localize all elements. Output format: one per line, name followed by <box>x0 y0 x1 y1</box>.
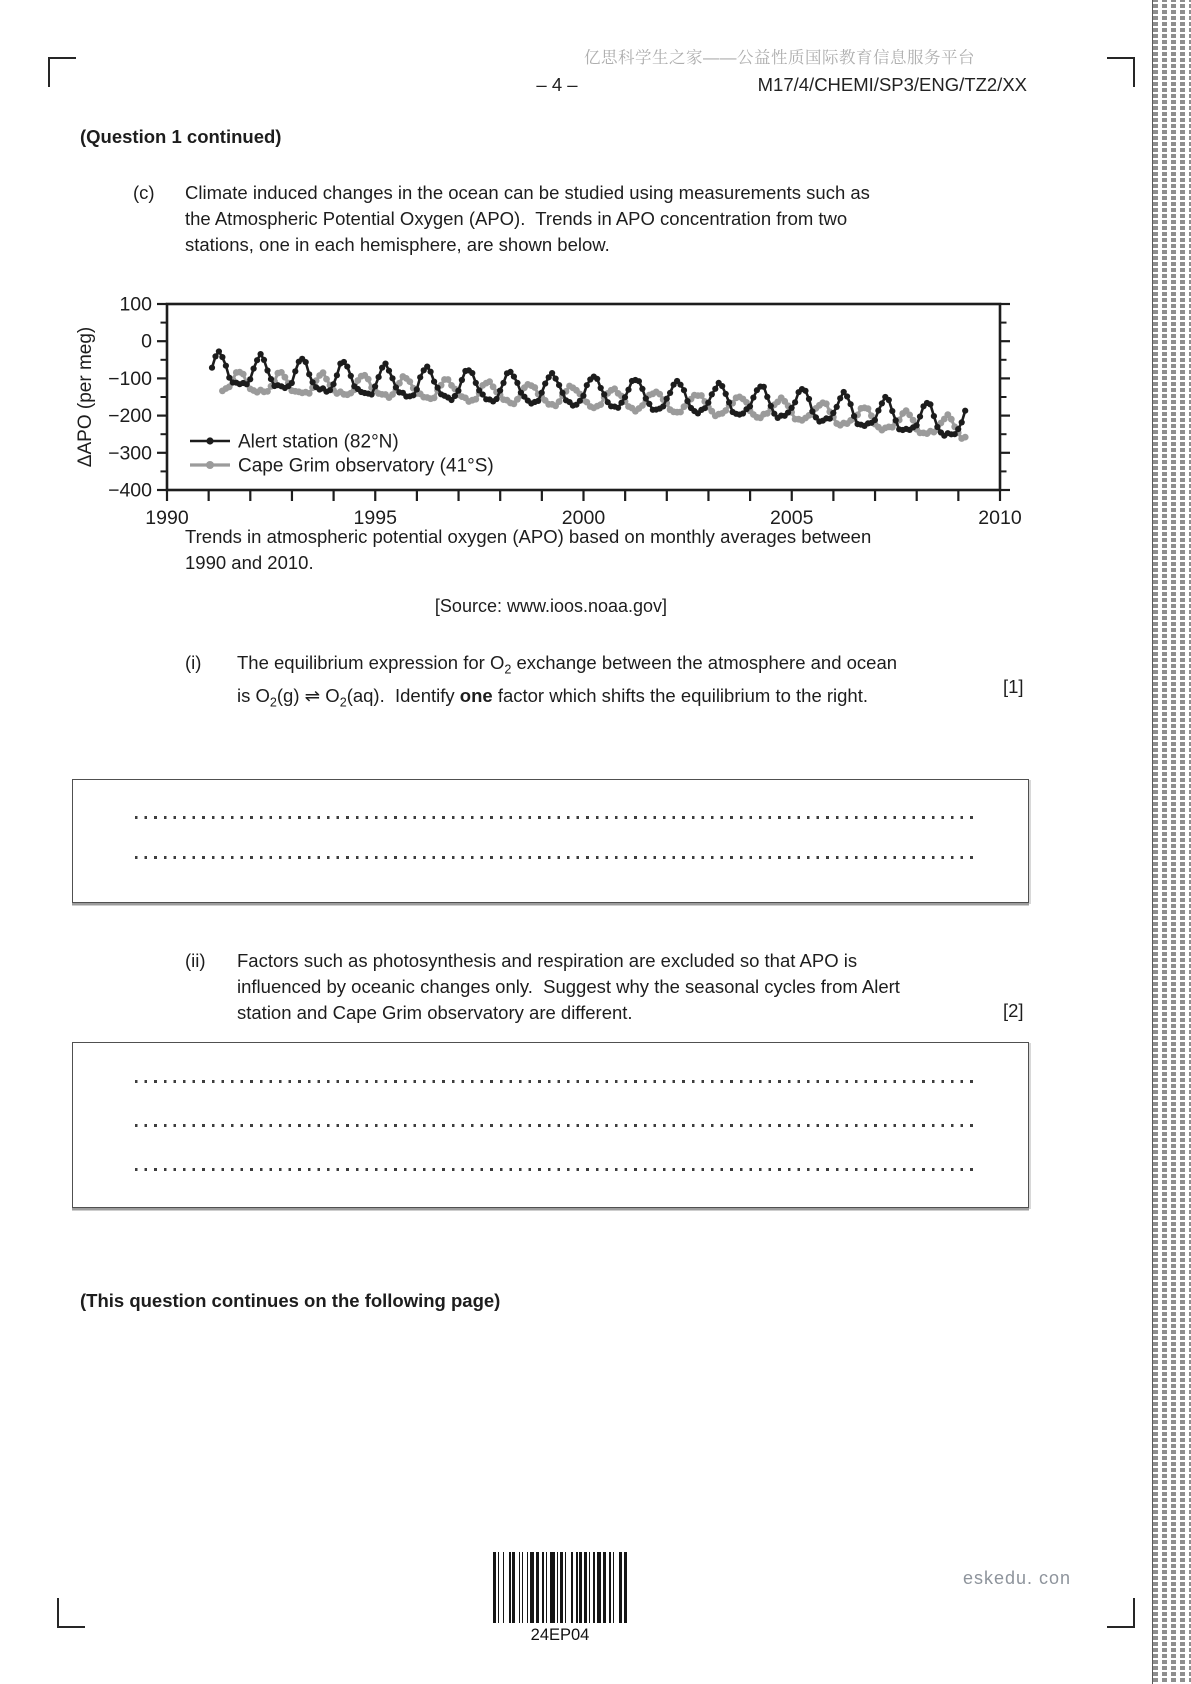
o2-subscript: 2 <box>269 696 277 711</box>
y-tick-label: −300 <box>108 442 152 465</box>
answer-line[interactable] <box>135 1168 975 1171</box>
crop-mark-bottom-left <box>57 1598 85 1628</box>
x-tick-label: 2010 <box>978 507 1022 529</box>
y-tick-label: −100 <box>108 367 152 390</box>
legend-label: Cape Grim observatory (41°S) <box>238 455 494 477</box>
bold-one: one <box>459 685 493 707</box>
part-c-text <box>185 180 1005 257</box>
barcode-bar <box>624 1552 627 1623</box>
part-ii-line-2: influenced by oceanic changes only. Suggest why the seasonal cycles from Alert <box>237 975 900 997</box>
source-line: [Source: www.ioos.noaa.gov] <box>434 596 668 616</box>
x-tick-label: 2005 <box>770 507 814 529</box>
series-alert <box>209 348 968 438</box>
part-c-line-1: Climate induced changes in the ocean can be studied using measurements such as <box>185 182 870 203</box>
crop-mark-top-left <box>48 57 76 87</box>
question-continued-heading: (Question 1 continued) <box>80 126 282 147</box>
answer-box-part-ii[interactable] <box>72 1042 1029 1208</box>
y-tick-label: −200 <box>108 405 152 428</box>
chart-caption-line-2: 1990 and 2010. <box>185 551 314 573</box>
part-i-text <box>237 650 1027 717</box>
part-ii-line-3: station and Cape Grim observatory are different. <box>237 1001 633 1023</box>
y-tick-label: 0 <box>141 330 152 353</box>
answer-box-part-i[interactable] <box>72 779 1029 903</box>
chart-caption-line-1: Trends in atmospheric potential oxygen (APO) based on monthly averages between <box>185 526 872 547</box>
part-i-line-2: is $O_2(g)$ ⇌ $O_2(aq)$. Identify one factor which shifts the equilibrium to the right. <box>237 685 868 711</box>
o2-subscript: 2 <box>339 696 347 711</box>
part-ii-line-1: Factors such as photosynthesis and respiration are excluded so that APO is <box>237 950 858 971</box>
part-i-line-1: The equilibrium expression for $O_2$ exchange between the atmosphere and ocean <box>237 652 898 677</box>
barcode-label: 24EP04 <box>530 1626 590 1644</box>
x-tick-label: 2000 <box>561 507 606 529</box>
crop-mark-top-right <box>1107 57 1135 87</box>
chart-legend <box>190 432 494 477</box>
legend-label: Alert station (82°N) <box>238 431 399 453</box>
page-number: – 4 – <box>536 74 578 95</box>
part-i-label: (i) <box>185 652 202 673</box>
barcode-bars <box>493 1552 627 1623</box>
x-tick-label: 1995 <box>353 507 397 529</box>
answer-line[interactable] <box>135 856 975 859</box>
part-c-line-2: the Atmospheric Potential Oxygen (APO). Trends in APO concentration from two <box>185 207 848 229</box>
page-barcode <box>470 1552 650 1645</box>
o2-subscript: 2 <box>504 662 512 677</box>
y-tick-label: 100 <box>119 293 152 316</box>
part-c-label: (c) <box>133 182 155 203</box>
exam-paper-code: M17/4/CHEMI/SP3/ENG/TZ2/XX <box>757 74 1027 95</box>
part-c-line-3: stations, one in each hemisphere, are shown below. <box>185 233 610 255</box>
y-axis-title: ΔAPO (per meg) <box>75 326 96 468</box>
part-ii-label: (ii) <box>185 950 206 971</box>
answer-line[interactable] <box>135 1080 975 1083</box>
part-ii-text <box>237 948 1027 1025</box>
equilibrium-harpoon-symbol: ⇌ <box>304 685 321 707</box>
footer-watermark-text: eskedu. con <box>963 1568 1072 1588</box>
answer-line[interactable] <box>135 1124 975 1127</box>
continues-footer-note: (This question continues on the following page) <box>80 1290 501 1311</box>
x-tick-label: 1990 <box>145 507 189 529</box>
crop-mark-bottom-right <box>1107 1598 1135 1628</box>
binding-edge-pattern <box>1152 0 1191 1684</box>
y-tick-label: −400 <box>108 479 152 502</box>
part-ii-marks: [2] <box>1003 1000 1024 1021</box>
part-i-marks: [1] <box>1003 676 1024 697</box>
chart-caption <box>185 524 985 576</box>
answer-line[interactable] <box>135 816 975 819</box>
header-watermark-text: 亿思科学生之家——公益性质国际教育信息服务平台 <box>584 49 975 67</box>
